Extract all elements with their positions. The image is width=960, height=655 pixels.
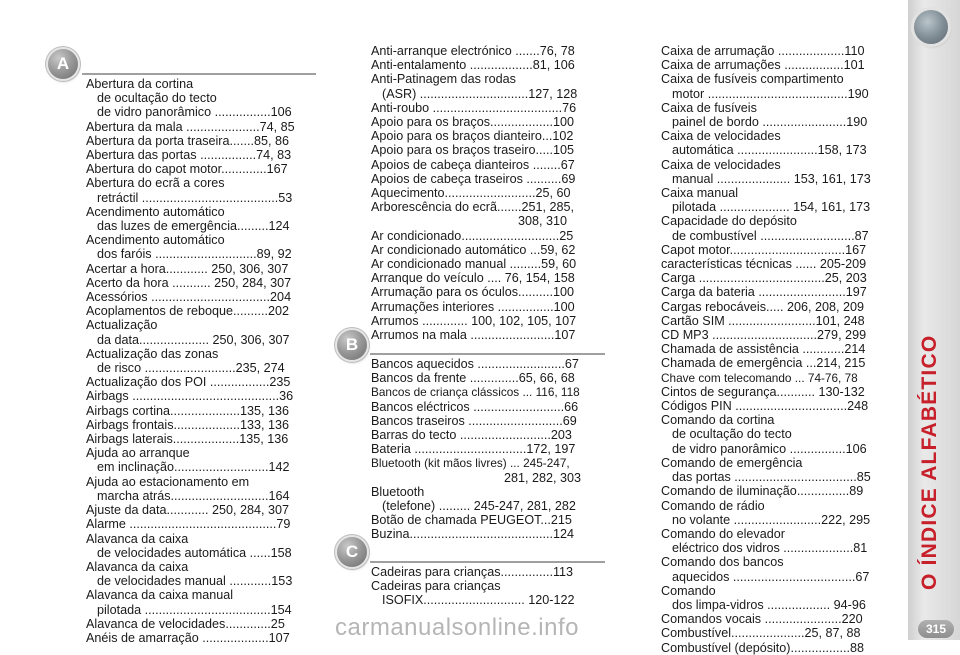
index-entry: aquecidos ...................................67 [672, 569, 870, 584]
index-entry: 308, 310 [371, 214, 567, 229]
index-entry: pilotada ....................................154 [97, 602, 292, 617]
index-entry: Actualização das zonas [86, 346, 219, 361]
index-column-2-a [371, 44, 606, 342]
index-entry: Caixa de velocidades [661, 157, 781, 172]
index-entry: Airbags cortina....................135, 136 [86, 403, 290, 418]
index-entry: Caixa de fusíveis compartimento [661, 72, 844, 87]
index-column-3 [661, 44, 891, 655]
index-entry: Alavanca da caixa [86, 531, 189, 546]
section-b-badge: B [337, 330, 367, 360]
index-entry: Bluetooth (kit mãos livres) ... 245-247, [371, 456, 570, 471]
section-a-rule [82, 73, 316, 75]
index-entry: Aquecimento..........................25, 60 [371, 186, 571, 201]
index-entry: Comando de emergência [661, 455, 803, 470]
index-entry: Caixa de arrumações .................101 [661, 58, 865, 73]
index-entry: Buzina.........................................124 [371, 527, 574, 542]
index-entry: Actualização dos POI .................235 [86, 375, 291, 390]
index-entry: de combustível ...........................87 [672, 228, 869, 243]
index-entry: Arranque do veículo .... 76, 154, 158 [371, 271, 575, 286]
index-entry: Apoios de cabeça dianteiros ........67 [371, 157, 575, 172]
index-entry: Abertura das portas ................74, 83 [86, 148, 292, 163]
index-entry: de ocultação do tecto [97, 91, 217, 106]
index-entry: Alavanca da caixa manual [86, 588, 234, 603]
index-entry: Carga ....................................25, 203 [661, 271, 867, 286]
index-entry: da data.................... 250, 306, 307 [97, 332, 290, 347]
index-entry: Bateria ................................172, 197 [371, 442, 576, 457]
index-entry: retráctil .......................................53 [97, 190, 293, 205]
index-entry: das luzes de emergência.........124 [97, 219, 290, 234]
index-entry: marcha atrás............................164 [97, 488, 290, 503]
index-entry: motor ........................................190 [672, 86, 869, 101]
index-column-2-b [371, 357, 606, 542]
index-entry: Caixa de velocidades [661, 129, 781, 144]
index-entry: Botão de chamada PEUGEOT...215 [371, 513, 572, 528]
chapter-title: O ÍNDICE ALFABÉTICO [918, 334, 941, 590]
index-entry: Comando [661, 583, 716, 598]
index-entry: Acertar a hora............ 250, 306, 307 [86, 261, 289, 276]
index-entry: Bancos da frente ..............65, 66, 68 [371, 371, 575, 386]
index-entry: Anti-arranque electrónico .......76, 78 [371, 44, 575, 58]
index-entry: Abertura da cortina [86, 77, 194, 91]
index-entry: Bancos traseiros ...........................69 [371, 413, 577, 428]
index-entry: Bluetooth [371, 484, 425, 499]
chapter-icon [914, 10, 948, 44]
index-entry: painel de bordo ........................190 [672, 115, 868, 130]
index-entry: Acendimento automático [86, 233, 225, 248]
index-entry: Ajuda ao estacionamento em [86, 474, 250, 489]
index-entry: dos limpa-vidros .................. 94-96 [672, 597, 866, 612]
index-entry: Bancos eléctricos ..........................66 [371, 399, 579, 414]
index-entry: de velocidades manual ............153 [97, 574, 293, 589]
index-entry: Códigos PIN ................................248 [661, 399, 869, 414]
index-entry: Capot motor.................................167 [661, 242, 867, 257]
index-entry: Alarme ..........................................79 [86, 517, 291, 532]
index-entry: Apoios de cabeça traseiros ..........69 [371, 171, 576, 186]
index-entry: Comando de rádio [661, 498, 765, 513]
index-entry: Arrumos na mala ........................107 [371, 328, 576, 343]
index-entry: Cartão SIM .........................101, 248 [661, 313, 865, 328]
watermark: carmanualsonline.info [335, 614, 579, 641]
index-entry: Apoio para os braços traseiro.....105 [371, 143, 575, 158]
index-entry: Capacidade do depósito [661, 214, 797, 229]
index-entry: Ajuda ao arranque [86, 446, 190, 461]
index-entry: Carga da bateria .........................197 [661, 285, 867, 300]
index-entry: Chave com telecomando ... 74-76, 78 [661, 370, 858, 385]
index-entry: Abertura do ecrã a cores [86, 176, 225, 191]
index-entry: Ar condicionado manual .........59, 60 [371, 257, 577, 272]
index-entry: Anti-Patinagem das rodas [371, 72, 516, 87]
index-entry: eléctrico dos vidros ....................81 [672, 541, 868, 556]
index-entry: Caixa de fusíveis [661, 100, 757, 115]
index-entry: de vidro panorâmico ................106 [672, 441, 867, 456]
index-entry: Arrumos ............. 100, 102, 105, 107 [371, 313, 577, 328]
index-entry: Combustível.....................25, 87, 88 [661, 626, 861, 641]
page-number: 315 [918, 620, 954, 638]
index-entry: automática .......................158, 173 [672, 143, 867, 158]
section-b-rule [370, 353, 605, 355]
index-entry: Cintos de segurança........... 130-132 [661, 384, 865, 399]
index-entry: Acoplamentos de reboque..........202 [86, 304, 290, 319]
index-entry: Arrumação para os óculos..........100 [371, 285, 575, 300]
index-entry: Arrumações interiores ................100 [371, 299, 575, 314]
index-entry: Combustível (depósito).................88 [661, 640, 864, 655]
index-entry: de velocidades automática ......158 [97, 545, 292, 560]
index-column-2-c [371, 565, 606, 608]
index-entry: (ASR) ...............................127, 128 [382, 86, 578, 101]
index-entry: Comando do elevador [661, 526, 785, 541]
index-entry: características técnicas ...... 205-209 [661, 257, 867, 272]
index-entry: Anéis de amarração ...................107 [86, 630, 290, 645]
index-entry: Anti-entalamento ..................81, 106 [371, 58, 575, 73]
index-entry: Acessórios ..................................204 [86, 290, 292, 305]
index-entry: Comando da cortina [661, 413, 775, 428]
index-entry: de risco ..........................235, 274 [97, 361, 285, 376]
section-a-badge: A [48, 49, 78, 79]
index-entry: Arborescência do ecrã.......251, 285, [371, 200, 575, 215]
index-entry: Comando de iluminação...............89 [661, 484, 864, 499]
index-entry: Bancos de criança clássicos ... 116, 118 [371, 385, 580, 400]
index-entry: Airbags ..........................................36 [86, 389, 294, 404]
section-c-badge: C [337, 537, 367, 567]
index-entry: Cadeiras para crianças...............113 [371, 565, 574, 579]
index-entry: manual ..................... 153, 161, 173 [672, 171, 871, 186]
index-entry: (telefone) ......... 245-247, 281, 282 [382, 499, 576, 514]
index-entry: Caixa manual [661, 186, 739, 201]
index-entry: Acendimento automático [86, 204, 225, 219]
index-entry: Ajuste da data............ 250, 284, 307 [86, 503, 290, 518]
index-entry: Airbags frontais...................133, 136 [86, 417, 290, 432]
index-entry: Comando dos bancos [661, 555, 784, 570]
index-entry: Ar condicionado............................25 [371, 228, 574, 243]
index-entry: Abertura do capot motor.............167 [86, 162, 288, 177]
index-entry: em inclinação...........................142 [97, 460, 290, 475]
index-entry: Cargas rebocáveis..... 206, 208, 209 [661, 299, 865, 314]
index-entry: Abertura da porta traseira.......85, 86 [86, 133, 290, 148]
index-entry: dos faróis .............................89, 92 [97, 247, 292, 262]
index-entry: Apoio para os braços dianteiro...102 [371, 129, 574, 144]
index-entry: Cadeiras para crianças [371, 579, 501, 594]
index-entry: pilotada .................... 154, 161, 173 [672, 200, 871, 215]
index-entry: 281, 282, 303 [371, 470, 581, 485]
index-entry: das portas ...................................85 [672, 470, 871, 485]
index-entry: de ocultação do tecto [672, 427, 792, 442]
index-entry: no volante .........................222, 295 [672, 512, 871, 527]
index-entry: Acerto da hora ........... 250, 284, 307 [86, 275, 292, 290]
index-entry: Chamada de emergência ...214, 215 [661, 356, 866, 371]
index-entry: Abertura da mala .....................74, 85 [86, 119, 295, 134]
index-column-1 [86, 77, 316, 645]
index-entry: Ar condicionado automático ...59, 62 [371, 242, 576, 257]
index-entry: CD MP3 ..............................279, 299 [661, 328, 867, 343]
index-entry: Caixa de arrumação ...................110 [661, 44, 865, 58]
index-entry: Apoio para os braços..................100 [371, 115, 575, 130]
index-entry: Barras do tecto ..........................203 [371, 428, 572, 443]
index-entry: ISOFIX............................. 120-122 [382, 593, 575, 608]
index-entry: Alavanca da caixa [86, 559, 189, 574]
index-entry: Bancos aquecidos .........................67 [371, 357, 579, 371]
index-entry: de vidro panorâmico ................106 [97, 105, 292, 120]
index-entry: Comandos vocais ......................220 [661, 612, 863, 627]
index-entry: Chamada de assistência ............214 [661, 342, 866, 357]
index-entry: Anti-roubo .....................................76 [371, 100, 577, 115]
index-entry: Alavanca de velocidades.............25 [86, 616, 285, 631]
index-entry: Actualização [86, 318, 158, 333]
index-entry: Airbags laterais...................135, 136 [86, 432, 289, 447]
section-c-rule [370, 561, 605, 563]
